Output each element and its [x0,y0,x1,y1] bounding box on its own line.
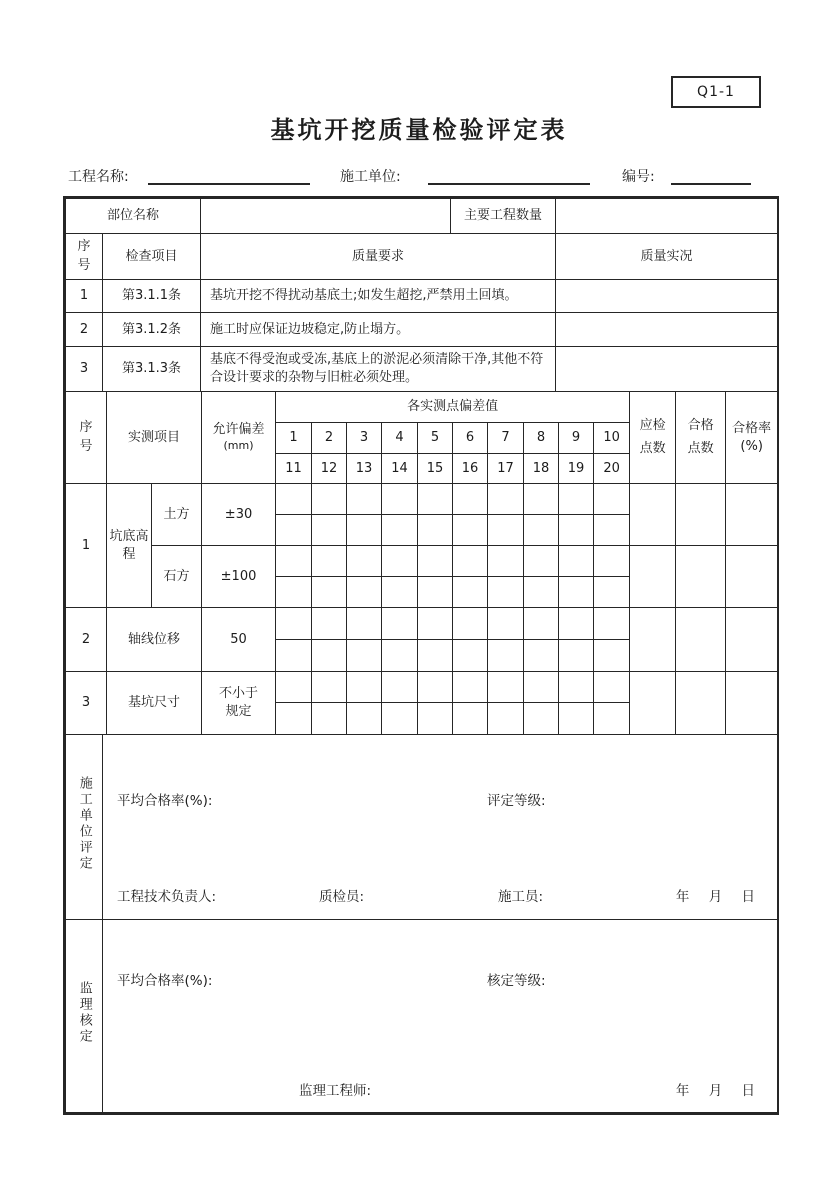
main-quantity-cell[interactable] [556,199,778,234]
measure-point-cell[interactable] [418,484,453,515]
sub-item-cell: 石方 [152,546,202,608]
quality-actual-header: 质量实况 [556,234,778,280]
measure-point-cell[interactable] [453,640,488,672]
seq-header: 序号 [66,234,103,280]
table-row [66,484,778,515]
measure-point-cell[interactable] [559,672,594,703]
measure-point-cell[interactable] [312,546,347,577]
measure-point-cell[interactable] [312,515,347,546]
table-row [66,672,778,703]
form-table [63,196,779,1115]
measure-point-cell[interactable] [276,640,312,672]
table-row [66,546,778,577]
tolerance-cell: ±100 [202,546,276,608]
measure-point-cell[interactable] [312,577,347,608]
measure-point-cell[interactable] [347,703,382,735]
quality-actual-cell[interactable] [556,347,778,392]
measure-point-cell[interactable] [418,640,453,672]
part-name-label: 部位名称 [66,199,201,234]
point-number: 3 [347,423,382,454]
measure-point-cell[interactable] [276,672,312,703]
measure-section-table [65,391,778,735]
measure-seq-cell: 1 [66,484,107,608]
verification-grade-label: 核定等级: [487,973,546,989]
check-item-header: 检查项目 [103,234,201,280]
avg-pass-rate-label: 平均合格率(%): [117,973,213,989]
form-code-box [671,76,761,108]
quality-actual-cell[interactable] [556,313,778,347]
table-row [66,735,778,920]
measure-point-cell[interactable] [488,577,524,608]
seq-cell: 3 [66,347,103,392]
measure-point-cell[interactable] [347,672,382,703]
pass-rate-cell[interactable] [726,672,778,735]
measure-point-cell[interactable] [276,484,312,515]
measure-point-cell[interactable] [418,608,453,640]
measure-point-cell[interactable] [453,703,488,735]
measure-point-cell[interactable] [594,640,630,672]
measure-point-cell[interactable] [488,672,524,703]
point-number: 9 [559,423,594,454]
tolerance-cell: 50 [202,608,276,672]
avg-pass-rate-label: 平均合格率(%): [117,793,213,809]
measure-point-cell[interactable] [347,484,382,515]
point-number: 15 [418,454,453,484]
measure-point-cell[interactable] [524,703,559,735]
quality-actual-cell[interactable] [556,280,778,313]
point-number: 12 [312,454,347,484]
measure-point-cell[interactable] [382,608,418,640]
clause-cell: 第3.1.3条 [103,347,201,392]
table-row [66,920,778,1113]
measure-point-cell[interactable] [312,608,347,640]
project-name-label: 工程名称: [68,169,129,185]
table-row [66,392,778,423]
table-row [66,313,778,347]
sub-item-cell: 土方 [152,484,202,546]
table-row [66,347,778,392]
point-number: 10 [594,423,630,454]
measure-point-cell[interactable] [418,546,453,577]
pass-rate-header: 合格率 (%) [726,392,778,484]
point-number: 1 [276,423,312,454]
point-number: 5 [418,423,453,454]
measure-seq-header: 序号 [66,392,107,484]
check-section-table [65,198,778,392]
measure-point-cell[interactable] [276,577,312,608]
point-number: 13 [347,454,382,484]
header-fields [0,164,838,188]
measure-seq-cell: 3 [66,672,107,735]
measure-point-cell[interactable] [488,640,524,672]
supervising-engineer-label: 监理工程师: [299,1083,372,1099]
tolerance-cell: ±30 [202,484,276,546]
construction-unit-label: 施工单位: [340,169,401,185]
measure-point-cell[interactable] [488,703,524,735]
number-label: 编号: [622,169,655,185]
point-number: 20 [594,454,630,484]
measure-point-cell[interactable] [382,515,418,546]
point-number: 14 [382,454,418,484]
requirement-cell: 基坑开挖不得扰动基底土;如发生超挖,严禁用土回填。 [201,280,556,313]
measure-point-cell[interactable] [453,515,488,546]
contractor-section-body[interactable] [103,735,778,920]
measure-point-cell[interactable] [594,484,630,515]
check-points-cell[interactable] [630,546,676,608]
measure-point-cell[interactable] [418,703,453,735]
measure-point-cell[interactable] [559,640,594,672]
contractor-section-label: 施工单位评定 [66,735,103,920]
measure-point-cell[interactable] [559,484,594,515]
pass-points-cell[interactable] [676,484,726,546]
main-quantity-label: 主要工程数量 [451,199,556,234]
pass-rate-cell[interactable] [726,546,778,608]
measure-point-cell[interactable] [312,484,347,515]
measure-point-cell[interactable] [488,546,524,577]
point-number: 11 [276,454,312,484]
pass-points-cell[interactable] [676,672,726,735]
check-points-header: 应检点数 [630,392,676,484]
measure-point-cell[interactable] [453,546,488,577]
measure-point-cell[interactable] [312,672,347,703]
measure-point-cell[interactable] [382,703,418,735]
check-points-cell[interactable] [630,608,676,672]
measure-point-cell[interactable] [524,546,559,577]
check-points-cell[interactable] [630,484,676,546]
measure-point-cell[interactable] [524,608,559,640]
table-row [66,234,778,280]
page-title: 基坑开挖质量检验评定表 [270,116,568,144]
point-number: 18 [524,454,559,484]
measure-point-cell[interactable] [453,608,488,640]
quality-inspector-label: 质检员: [319,889,365,905]
point-number: 2 [312,423,347,454]
evaluation-grade-label: 评定等级: [487,793,546,809]
table-row [66,608,778,640]
date-label: 年 月 日 [675,889,755,905]
measure-point-cell[interactable] [559,608,594,640]
measure-point-cell[interactable] [488,484,524,515]
measure-point-cell[interactable] [559,703,594,735]
measure-point-cell[interactable] [453,577,488,608]
tolerance-cell: 不小于规定 [202,672,276,735]
table-row [66,280,778,313]
clause-cell: 第3.1.1条 [103,280,201,313]
tolerance-header: 允许偏差 (mm) [202,392,276,484]
measure-point-cell[interactable] [347,608,382,640]
measure-item-cell: 基坑尺寸 [107,672,202,735]
measure-point-cell[interactable] [488,608,524,640]
measure-point-cell[interactable] [347,546,382,577]
measure-point-cell[interactable] [524,577,559,608]
construction-unit-field[interactable] [428,164,590,185]
point-number: 19 [559,454,594,484]
measure-seq-cell: 2 [66,608,107,672]
measure-point-cell[interactable] [594,672,630,703]
pass-points-header: 合格点数 [676,392,726,484]
measure-point-cell[interactable] [276,515,312,546]
measure-point-cell[interactable] [418,515,453,546]
measure-point-cell[interactable] [524,515,559,546]
measure-point-cell[interactable] [276,608,312,640]
measure-point-cell[interactable] [453,672,488,703]
requirement-cell: 施工时应保证边坡稳定,防止塌方。 [201,313,556,347]
measure-item-cell: 坑底高程 [107,484,152,608]
number-field[interactable] [671,164,751,185]
measure-point-cell[interactable] [382,546,418,577]
measure-point-cell[interactable] [276,703,312,735]
measure-point-cell[interactable] [594,546,630,577]
measure-point-cell[interactable] [347,640,382,672]
measure-point-cell[interactable] [594,608,630,640]
measure-point-cell[interactable] [488,515,524,546]
measure-point-cell[interactable] [524,640,559,672]
measure-point-cell[interactable] [594,703,630,735]
measure-point-cell[interactable] [382,484,418,515]
project-name-field[interactable] [148,164,310,185]
measure-point-cell[interactable] [559,546,594,577]
point-number: 16 [453,454,488,484]
measure-point-cell[interactable] [347,577,382,608]
contractor-section-table [65,734,778,920]
supervisor-section-table [65,919,778,1113]
quality-requirement-header: 质量要求 [201,234,556,280]
pass-points-cell[interactable] [676,546,726,608]
measure-point-cell[interactable] [524,484,559,515]
deviation-values-header: 各实测点偏差值 [276,392,630,423]
measure-point-cell[interactable] [312,703,347,735]
measure-point-cell[interactable] [559,515,594,546]
pass-rate-cell[interactable] [726,484,778,546]
supervisor-section-body[interactable] [103,920,778,1113]
point-number: 8 [524,423,559,454]
measure-point-cell[interactable] [559,577,594,608]
date-label: 年 月 日 [675,1083,755,1099]
measure-point-cell[interactable] [453,484,488,515]
measure-point-cell[interactable] [594,577,630,608]
measure-point-cell[interactable] [418,672,453,703]
measure-item-cell: 轴线位移 [107,608,202,672]
builder-label: 施工员: [498,889,544,905]
measure-point-cell[interactable] [382,577,418,608]
supervisor-section-label: 监理核定 [66,920,103,1113]
point-number: 17 [488,454,524,484]
measure-point-cell[interactable] [382,672,418,703]
point-number: 4 [382,423,418,454]
seq-cell: 2 [66,313,103,347]
measure-point-cell[interactable] [276,546,312,577]
measure-item-header: 实测项目 [107,392,202,484]
measure-point-cell[interactable] [594,515,630,546]
requirement-cell: 基底不得受泡或受冻,基底上的淤泥必须清除干净,其他不符合设计要求的杂物与旧桩必须处理。 [201,347,556,392]
measure-point-cell[interactable] [312,640,347,672]
measure-point-cell[interactable] [524,672,559,703]
tech-lead-label: 工程技术负责人: [117,889,217,905]
seq-cell: 1 [66,280,103,313]
measure-point-cell[interactable] [347,515,382,546]
table-row [66,199,778,234]
part-name-cell[interactable] [201,199,451,234]
measure-point-cell[interactable] [418,577,453,608]
point-number: 7 [488,423,524,454]
measure-point-cell[interactable] [382,640,418,672]
point-number: 6 [453,423,488,454]
form-code: Q1-1 [697,84,735,100]
pass-rate-cell[interactable] [726,608,778,672]
clause-cell: 第3.1.2条 [103,313,201,347]
pass-points-cell[interactable] [676,608,726,672]
check-points-cell[interactable] [630,672,676,735]
